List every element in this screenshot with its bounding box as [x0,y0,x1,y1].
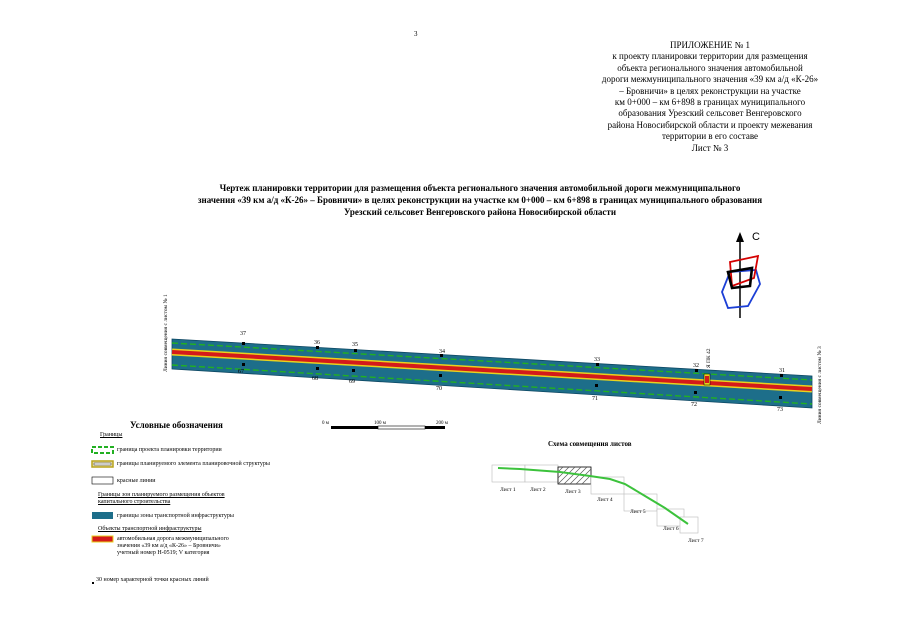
match-line-left: Линия совмещения с листом № 1 [163,294,169,372]
point-label: 37 [240,331,246,337]
appendix-line: территории в его составе [661,131,759,142]
red-line-point [242,363,245,366]
appendix-line: к проекту планировки территории для размещения [612,51,808,62]
title-line: Чертеж планировки территории для размещения объекта регионального значения автомобильной дороги межмуниципального [219,183,741,193]
legend-title: Условные обозначения [130,420,223,430]
point-label: 72 [691,402,697,408]
appendix-line: ПРИЛОЖЕНИЕ № 1 [669,40,751,50]
road-corridor [172,339,812,408]
point-label: 35 [352,342,358,348]
legend-road-3: учетный номер Н-0519; V категория [117,550,210,556]
point-label: 71 [592,396,598,402]
legend-road-2: значения «39 км а/д «К-26» – Бровничи» [117,543,221,549]
red-line-point [595,384,598,387]
appendix-line: объекта регионального значения автомобильной [617,62,803,73]
title-line: значения «39 км а/д «К-26» – Бровничи» в целях реконструкции на участке км 0+000 – км 6+898 в границах муниципального образования [197,195,763,205]
legend-point-marker [92,582,94,584]
legend-project-border: граница проекта планировки территории [117,447,222,453]
point-label: 36 [314,340,320,346]
legend-transport-zone: границы зоны транспортной инфраструктуры [117,513,234,519]
sheet-label: Лист 2 [530,487,546,493]
sheets-scheme [492,465,698,533]
red-line-point [695,369,698,372]
red-line-point [439,374,442,377]
red-line-point [779,396,782,399]
point-label: 31 [779,368,785,374]
legend-red-lines: красные линии [117,478,156,484]
appendix-line: – Бровничи» в целях реконструкции на участке [619,85,801,96]
legend-point: 30 номер характерной точки красных линий [96,577,209,583]
legend-group-borders: Границы [100,432,123,438]
match-line-right: Линия совмещения с листом № 3 [817,346,823,424]
point-label: 33 [594,357,600,363]
appendix-line: дороги межмуниципального значения «39 км а/д «К-26» [601,74,819,85]
point-label: 34 [439,349,445,355]
legend-swatches [92,447,113,584]
scale-bar [331,426,445,429]
point-label: 70 [436,386,442,392]
red-line-point [316,367,319,370]
scheme-title: Схема совмещения листов [548,440,632,448]
sheet-label: Лист 4 [597,497,613,503]
red-line-point [596,363,599,366]
page-number: 3 [414,30,418,38]
sheet-label: Лист 7 [688,538,704,544]
red-line-point [316,346,319,349]
road-km-label: Я ПК 42 [706,348,712,368]
appendix-line: района Новосибирской области и проекту межевания [607,119,813,130]
legend-group-zones: Границы зон планируемого размещения объектов [98,492,225,498]
appendix-sheet-number: Лист № 3 [691,142,729,153]
sheet-label-current: Лист 3 [565,489,581,495]
point-label: 73 [777,407,783,413]
legend-road-1: автомобильная дорога межмуниципального [117,536,229,542]
appendix-line: км 0+000 – км 6+898 в границах муниципального [614,97,806,108]
appendix-line: образования Урезский сельсовет Венгеровского [618,108,802,119]
sheet-label: Лист 1 [500,487,516,493]
legend-group-objects: Объекты транспортной инфраструктуры [98,526,202,532]
red-line-point [352,369,355,372]
red-line-point [694,391,697,394]
sheet-label: Лист 5 [630,509,646,515]
legend-element-border: границы планируемого элемента планировочной структуры [117,461,270,467]
red-line-point [242,342,245,345]
point-label: 69 [349,379,355,385]
north-arrow-icon [722,232,760,318]
sheet-label: Лист 6 [663,526,679,532]
point-label: 68 [312,376,318,382]
north-label: С [752,231,760,243]
title-line: Урезский сельсовет Венгеровского района Новосибирской области [343,207,617,217]
point-label: 67 [238,369,244,375]
red-line-point [780,374,783,377]
legend-group-zones-2: капитального строительства [98,499,171,505]
point-label: 32 [693,363,699,369]
scale-label: 200 м [436,421,448,426]
scale-label: 0 м [322,421,329,426]
red-line-point [354,349,357,352]
scale-label: 100 м [374,421,386,426]
